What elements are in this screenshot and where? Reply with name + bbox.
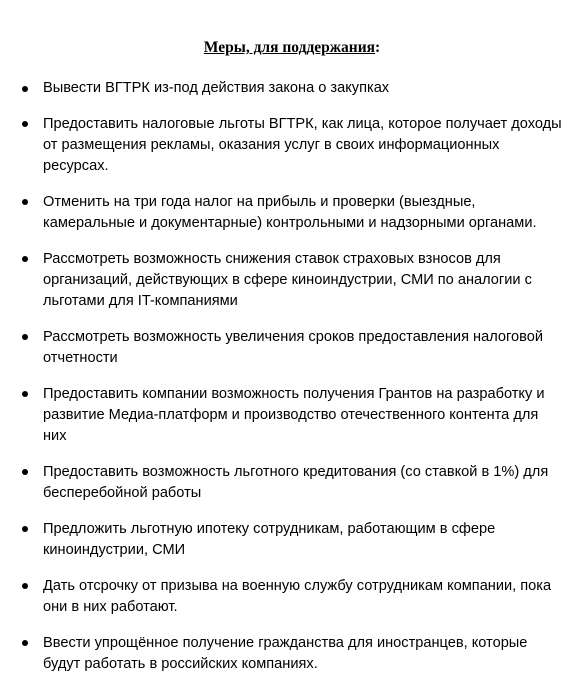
list-item [22, 78, 562, 99]
document-heading [22, 38, 562, 58]
bullet-icon [22, 199, 28, 205]
bullet-icon [22, 121, 28, 127]
measures-list [22, 78, 562, 675]
bullet-icon [22, 469, 28, 475]
list-item-text: Отменить на три года налог на прибыль и проверки (выездные, камеральные и документарные) контрольными и надзорными органами. [43, 193, 537, 232]
bullet-icon [22, 256, 28, 262]
list-item [22, 249, 562, 313]
list-item [22, 327, 562, 370]
bullet-icon [22, 583, 28, 589]
list-item [22, 114, 562, 178]
list-item-text: Предоставить возможность льготного кредитования (со ставкой в 1%) для бесперебойной работы [43, 463, 549, 502]
list-item-text: Предоставить компании возможность получения Грантов на разработку и развитие Медиа-платформ и производство отечественного контента для них [43, 385, 545, 445]
list-item-text: Рассмотреть возможность увеличения сроков предоставления налоговой отчетности [43, 328, 543, 367]
bullet-icon [22, 640, 28, 646]
list-item-text: Ввести упрощённое получение гражданства для иностранцев, которые будут работать в российских компаниях. [43, 634, 528, 672]
heading-colon: : [375, 39, 381, 56]
bullet-icon [22, 334, 28, 340]
list-item [22, 576, 562, 619]
list-item-text: Рассмотреть возможность снижения ставок страховых взносов для организаций, действующих в сфере киноиндустрии, СМИ по аналогии с льготами для IT-компаниями [43, 250, 532, 310]
list-item [22, 462, 562, 505]
list-item-text: Предоставить налоговые льготы ВГТРК, как лица, которое получает доходы от размещения рекламы, оказания услуг в своих информационных ресурсах. [43, 115, 562, 175]
list-item [22, 192, 562, 235]
list-item [22, 519, 562, 562]
bullet-icon [22, 526, 28, 532]
list-item-text: Предложить льготную ипотеку сотрудникам, работающим в сфере киноиндустрии, СМИ [43, 520, 496, 559]
heading-text: Меры, для поддержания [203, 39, 376, 56]
list-item [22, 384, 562, 448]
bullet-icon [22, 391, 28, 397]
list-item-text: Дать отсрочку от призыва на военную службу сотрудникам компании, пока они в них работают. [43, 577, 552, 616]
list-item-text: Вывести ВГТРК из-под действия закона о закупках [43, 80, 390, 96]
bullet-icon [22, 86, 28, 92]
